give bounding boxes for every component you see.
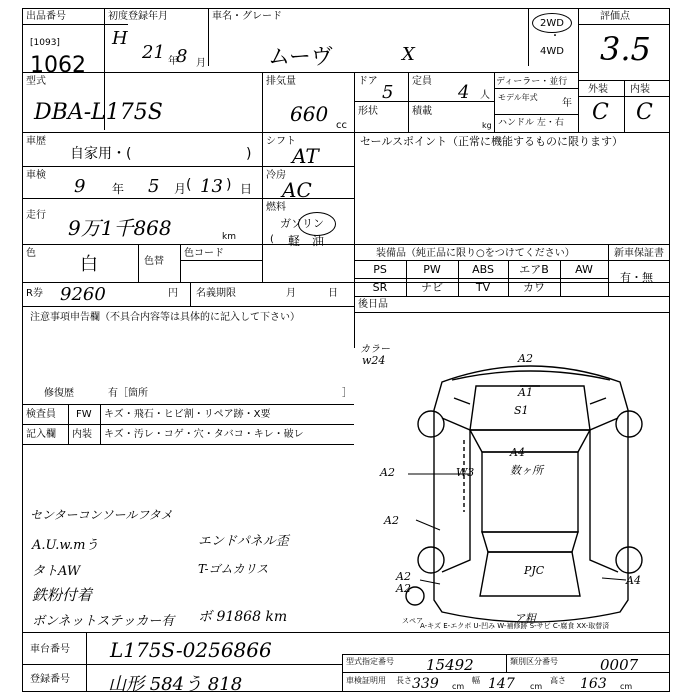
damage-mark: A2 bbox=[380, 466, 395, 479]
equipment-item: ABS bbox=[472, 263, 494, 276]
height-unit: cm bbox=[620, 682, 633, 691]
reg-expiry-label: 名義期限 bbox=[196, 288, 236, 299]
fuel-label: 燃料 bbox=[266, 202, 286, 213]
lot-label: 出品番号 bbox=[26, 11, 66, 22]
diagram-color-note: カラー bbox=[360, 344, 390, 355]
mileage-unit: km bbox=[222, 232, 236, 242]
repaint-label: 色替 bbox=[144, 256, 164, 267]
recycle-unit: 円 bbox=[168, 288, 178, 299]
capacity-value: 4 bbox=[458, 82, 470, 103]
history-close: ) bbox=[246, 146, 252, 162]
width-unit: cm bbox=[530, 682, 543, 691]
name-label: 車名・グレード bbox=[212, 11, 282, 22]
shift-label: シフト bbox=[266, 136, 296, 147]
grade: X bbox=[402, 44, 415, 65]
class-no-value: 0007 bbox=[600, 656, 639, 674]
inspection-month-unit: 月 bbox=[174, 182, 187, 196]
first-reg-era: H bbox=[112, 28, 128, 49]
inspection-day-unit: 日 bbox=[240, 182, 253, 196]
sales-point-label: セールスポイント（正常に機能するものに限ります） bbox=[360, 135, 624, 148]
damage-mark: PJC bbox=[524, 564, 545, 577]
inspection-paren-open: ( bbox=[186, 177, 192, 193]
equipment-item: TV bbox=[475, 281, 491, 294]
damage-mark: A4 bbox=[510, 446, 525, 459]
doors-value: 5 bbox=[382, 82, 394, 103]
width-label: 幅 bbox=[472, 676, 480, 685]
model-year-unit: 年 bbox=[562, 98, 572, 109]
note-audio: A.U.w.mう bbox=[32, 538, 99, 553]
int-label: 内装 bbox=[630, 84, 650, 95]
doors-label: ドア bbox=[358, 76, 378, 87]
handle-label: ハンドル 左・右 bbox=[498, 118, 564, 128]
diagram-color-code: w24 bbox=[362, 354, 386, 367]
model-value: DBA-L175S bbox=[34, 100, 163, 125]
length-value: 339 bbox=[412, 676, 439, 692]
note-console-lid: センターコンソールフタメ bbox=[30, 508, 173, 522]
inspector-fw-label: FW bbox=[76, 409, 92, 420]
warranty-label: 新車保証書 bbox=[614, 248, 664, 259]
inspector-label-2: 記入欄 bbox=[26, 429, 56, 440]
color-label: 色 bbox=[26, 248, 36, 259]
inspection-label: 車検 bbox=[26, 170, 46, 181]
color-value: 白 bbox=[80, 254, 98, 275]
fuel-diesel: 軽 油 bbox=[288, 234, 325, 248]
equipment-item: PW bbox=[423, 263, 441, 276]
history-label: 車歴 bbox=[26, 136, 46, 147]
equipment-item: AW bbox=[575, 263, 593, 276]
drive-dot: ・ bbox=[550, 31, 560, 42]
cert-label: 車検証明用 bbox=[346, 676, 386, 685]
ext-grade: C bbox=[592, 100, 609, 125]
inspection-month: 5 bbox=[148, 176, 160, 197]
first-reg-month-unit: 月 bbox=[196, 58, 206, 69]
damage-mark: A4 bbox=[626, 574, 641, 587]
damage-mark: A2 bbox=[384, 514, 399, 527]
inspection-paren-close: ) bbox=[226, 177, 232, 193]
mileage-label: 走行 bbox=[26, 210, 46, 221]
model-year-label: モデル年式 bbox=[498, 93, 538, 102]
damage-mark: W3 bbox=[456, 466, 475, 479]
first-reg-year-unit: 年 bbox=[168, 56, 178, 67]
model-label: 型式 bbox=[26, 76, 46, 87]
type-no-value: 15492 bbox=[426, 656, 474, 674]
first-reg-month: 8 bbox=[176, 46, 188, 67]
recycle-label: R券 bbox=[26, 288, 43, 299]
plate-label: 登録番号 bbox=[30, 674, 70, 685]
note-odo: ボ 91868 km bbox=[198, 609, 288, 625]
repair-value: 有［箇所 bbox=[108, 388, 148, 399]
damage-mark: ア粗 bbox=[514, 612, 536, 625]
recycle-value: 9260 bbox=[60, 284, 106, 305]
length-label: 長さ bbox=[396, 676, 412, 685]
equipment-item: PS bbox=[373, 263, 387, 276]
type-no-label: 型式指定番号 bbox=[346, 657, 394, 666]
inspector-label-1: 検査員 bbox=[26, 409, 56, 420]
chassis-label: 車台番号 bbox=[30, 644, 70, 655]
chassis-value: L175S-0256866 bbox=[110, 638, 272, 662]
diagram-spare-label: スペア bbox=[402, 617, 423, 625]
inspection-year-unit: 年 bbox=[112, 182, 125, 196]
equipment-item: エアB bbox=[519, 263, 549, 276]
dealer-label: ディーラー・並行 bbox=[496, 77, 568, 87]
drive-4wd: 4WD bbox=[540, 46, 564, 57]
aircon-value: AC bbox=[282, 178, 312, 202]
capacity-label: 定員 bbox=[412, 76, 432, 87]
equipment-item: ナビ bbox=[421, 281, 443, 294]
note-aw: タトAW bbox=[32, 564, 81, 579]
rear-label: 後日品 bbox=[358, 299, 388, 310]
first-reg-label: 初度登録年月 bbox=[108, 11, 168, 22]
displacement-value: 660 bbox=[290, 102, 329, 126]
reg-expiry-day: 日 bbox=[328, 288, 338, 299]
reg-expiry-month: 月 bbox=[286, 288, 296, 299]
note-bonnet-sticker: ボンネットステッカー有 bbox=[32, 614, 175, 629]
inspection-year: 9 bbox=[74, 176, 86, 197]
shift-value: AT bbox=[292, 144, 319, 168]
height-value: 163 bbox=[580, 676, 607, 692]
load-label: 積載 bbox=[412, 106, 432, 117]
diagram-legend: A-キズ E-エクボ U-凹み W-補修跡 S-サビ C-腐食 XX-取替済 bbox=[420, 622, 610, 630]
capacity-unit: 人 bbox=[480, 90, 490, 101]
history-value: 自家用・( bbox=[70, 146, 132, 162]
equipment-item: カワ bbox=[523, 281, 545, 294]
displacement-unit: cc bbox=[336, 120, 347, 131]
aircon-label: 冷房 bbox=[266, 170, 286, 181]
inspection-day: 13 bbox=[200, 176, 223, 197]
damage-mark: 数ヶ所 bbox=[510, 464, 543, 477]
damage-mark: A2 bbox=[396, 570, 411, 583]
score: 3.5 bbox=[600, 30, 651, 68]
score-label: 評価点 bbox=[600, 11, 630, 22]
plate-value: 山形 584う 818 bbox=[108, 674, 243, 695]
damage-mark: A2 bbox=[518, 352, 533, 365]
car-name: ムーヴ bbox=[268, 45, 333, 70]
first-reg-year: 21 bbox=[142, 42, 165, 63]
fuel-bracket: ( bbox=[270, 234, 274, 245]
lot-number: 1062 bbox=[30, 53, 86, 78]
shape-label: 形状 bbox=[358, 106, 378, 117]
height-label: 高さ bbox=[550, 676, 566, 685]
inspector-int-label: 内装 bbox=[72, 429, 92, 440]
damage-mark: A2 bbox=[396, 582, 411, 595]
mileage-value: 9万1千868 bbox=[68, 216, 172, 240]
length-unit: cm bbox=[452, 682, 465, 691]
ext-label: 外装 bbox=[588, 84, 608, 95]
color-code-label: 色コード bbox=[184, 248, 224, 259]
inspector-fw-items: キズ・飛石・ヒビ割・リペア跡・X要 bbox=[104, 409, 271, 420]
note-end-panel: エンドパネル歪 bbox=[198, 534, 289, 549]
damage-mark: S1 bbox=[514, 404, 529, 417]
notes-label: 注意事項申告欄（不具合内容等は具体的に記入して下さい） bbox=[30, 312, 300, 323]
lot-code: [1093] bbox=[30, 38, 60, 48]
displacement-label: 排気量 bbox=[266, 76, 296, 87]
inspector-int-items: キズ・汚レ・コゲ・穴・タバコ・キレ・破レ bbox=[104, 429, 304, 440]
note-iron-dust: 鉄粉付着 bbox=[32, 586, 93, 604]
repair-label: 修復歴 bbox=[44, 388, 74, 399]
equipment-label: 装備品（純正品に限り○をつけてください） bbox=[376, 248, 575, 259]
repair-close: ］ bbox=[342, 388, 352, 399]
damage-mark: A1 bbox=[518, 386, 533, 399]
fuel-gasoline: ガソリン bbox=[280, 217, 324, 230]
int-grade: C bbox=[636, 100, 653, 125]
note-rubber: T-ゴムカリス bbox=[198, 562, 269, 576]
class-no-label: 類別区分番号 bbox=[510, 657, 558, 666]
warranty-value: 有・無 bbox=[620, 271, 653, 284]
load-unit: kg bbox=[482, 121, 492, 130]
equipment-item: SR bbox=[372, 281, 388, 294]
width-value: 147 bbox=[488, 676, 515, 692]
drive-2wd: 2WD bbox=[540, 18, 564, 29]
